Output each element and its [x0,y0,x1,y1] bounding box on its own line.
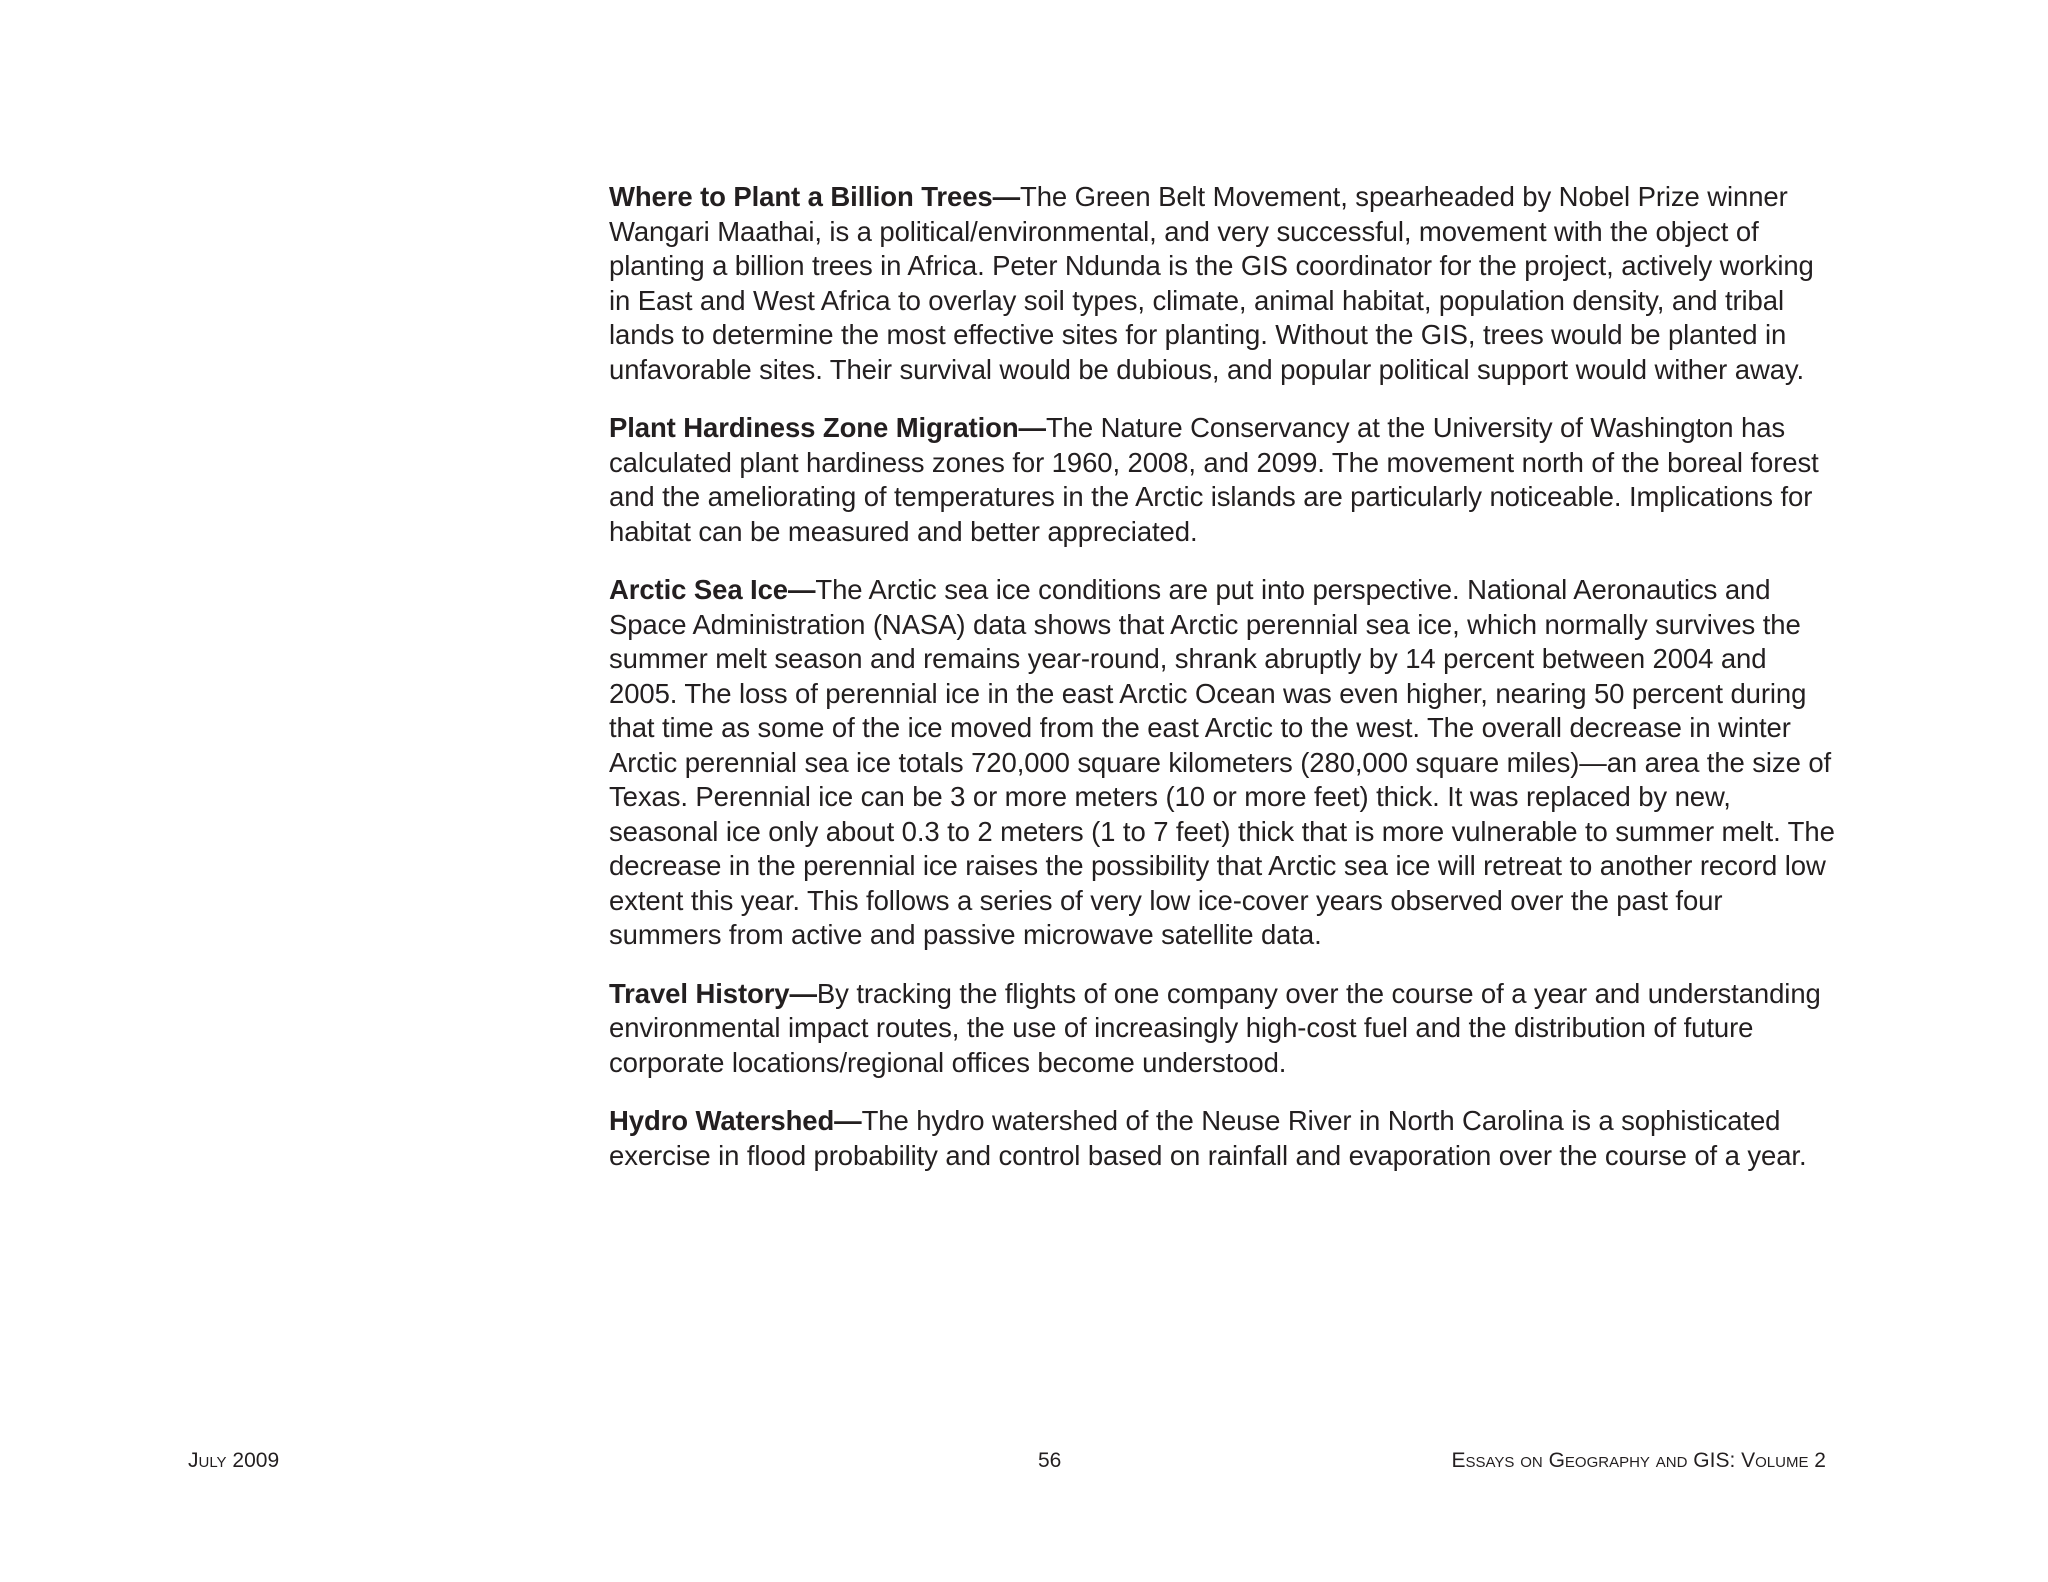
entry-term: Arctic Sea Ice— [609,574,816,605]
entry-travel-history [609,977,1837,1081]
entry-term: Travel History— [609,977,817,1009]
entry-billion-trees [609,180,1837,387]
entry-text: The Arctic sea ice conditions are put into perspective. National Aeronautics and Space Administration (NASA) data shows that Arctic perennial sea ice, which normally survives the summer melt season and remains year-round, shrank abruptly by 14 percent between 2004 and 2005. The loss of perennial ice in the east Arctic Ocean was even higher, nearing 50 percent during that time as some of the ice moved from the east Arctic to the west. The overall decrease in winter Arctic perennial sea ice totals 720,000 square kilometers (280,000 square miles)—an area the size of Texas. Perennial ice can be 3 or more meters (10 or more feet) thick. It was replaced by new, seasonal ice only about 0.3 to 2 meters (1 to 7 feet) thick that is more vulnerable to summer melt. The decrease in the perennial ice raises the possibility that Arctic sea ice will retreat to another record low extent this year. This follows a series of very low ice-cover years observed over the past four summers from active and passive microwave satellite data. [609,574,1835,950]
entry-term: Hydro Watershed— [609,1105,862,1136]
footer-date: July 2009 [188,1449,280,1472]
entry-term: Plant Hardiness Zone Migration— [609,412,1046,443]
entry-hydro-watershed [609,1104,1837,1173]
entry-plant-hardiness [609,411,1837,549]
footer-publication-title: Essays on Geography and GIS: Volume 2 [1451,1449,1826,1472]
document-body [609,180,1837,1197]
entry-arctic-sea-ice [609,573,1837,953]
entry-text: The Nature Conservancy at the University of Washington has calculated plant hardiness zones for 1960, 2008, and 2099. The movement north of the boreal forest and the ameliorating of temperatures in the Arctic islands are particularly noticeable. Implications for habitat can be measured and better appreciated. [609,412,1819,547]
page-number: 56 [1038,1449,1062,1472]
entry-text: By tracking the flights of one company over the course of a year and understanding environmental impact routes, the use of increasingly high-cost fuel and the distribution of future corporate locations/regional offices become understood. [609,977,1821,1078]
entry-text: The Green Belt Movement, spearheaded by Nobel Prize winner Wangari Maathai, is a political/environmental, and very successful, movement with the object of planting a billion trees in Africa. Peter Ndunda is the GIS coordinator for the project, actively working in East and West Africa to overlay soil types, climate, animal habitat, population density, and tribal lands to determine the most effective sites for planting. Without the GIS, trees would be planted in unfavorable sites. Their survival would be dubious, and popular political support would wither away. [609,181,1814,385]
entry-text: The hydro watershed of the Neuse River in North Carolina is a sophisticated exercise in flood probability and control based on rainfall and evaporation over the course of a year. [609,1105,1807,1171]
entry-term: Where to Plant a Billion Trees— [609,181,1021,212]
